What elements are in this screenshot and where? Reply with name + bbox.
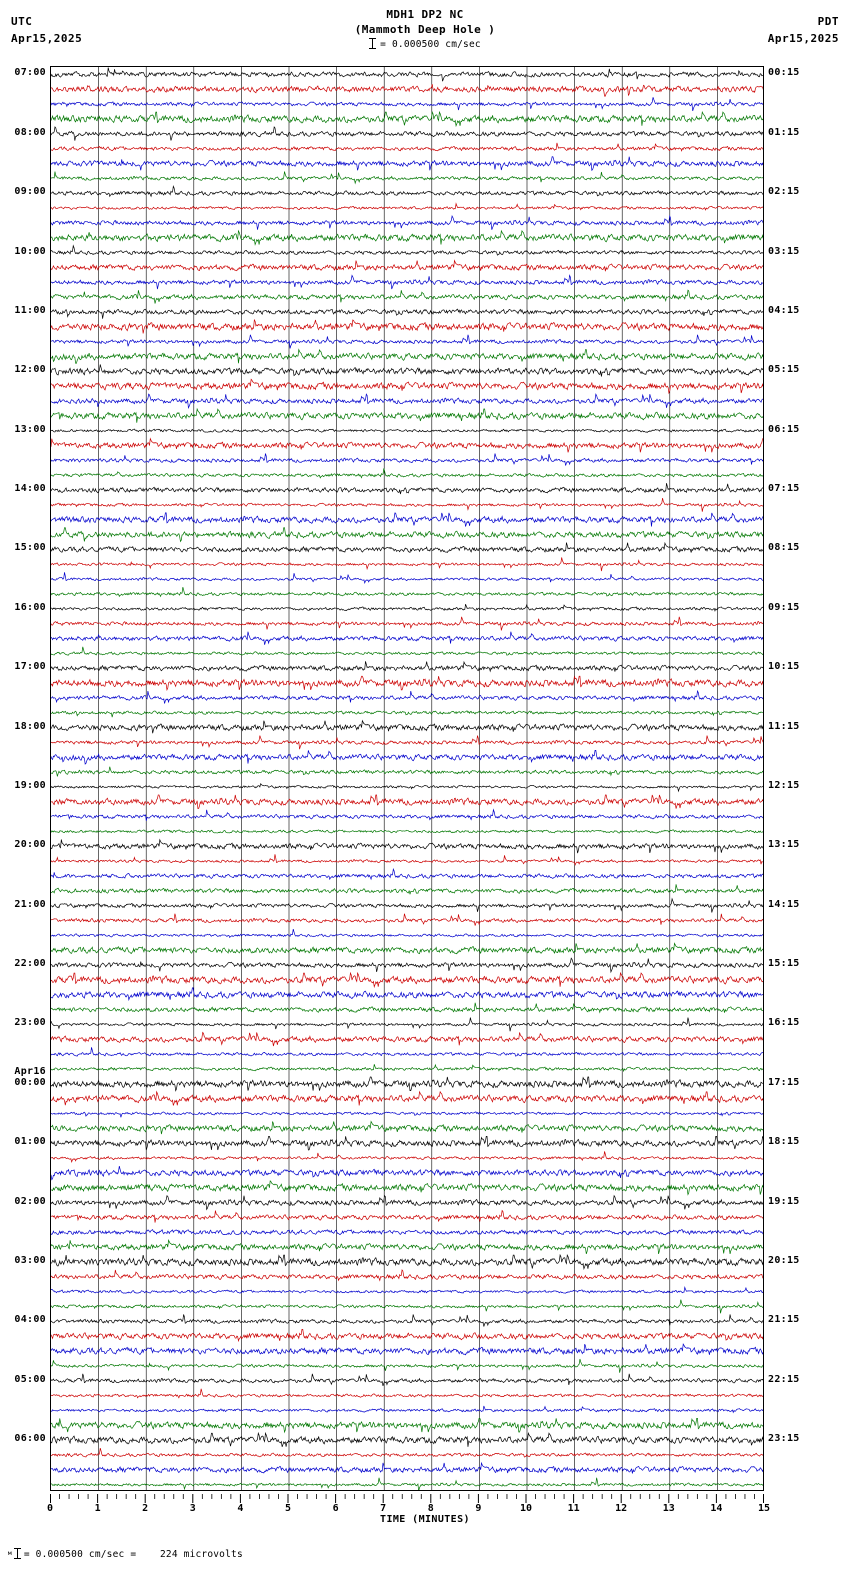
local-hour-label: 20:15: [768, 1254, 800, 1266]
utc-hour-label: 07:00: [14, 67, 46, 79]
local-hour-label: 21:15: [768, 1314, 800, 1326]
local-hour-label: 03:15: [768, 245, 800, 257]
local-hour-label: 16:15: [768, 1017, 800, 1029]
trace-line: [51, 1018, 764, 1032]
utc-hour-label: 04:00: [14, 1314, 46, 1326]
trace-line: [51, 1166, 764, 1180]
local-hour-label: 00:15: [768, 67, 800, 79]
trace-line: [51, 1314, 764, 1326]
trace-line: [51, 513, 764, 527]
header-left-date: Apr15,2025: [11, 32, 83, 45]
trace-line: [51, 973, 764, 987]
trace-line: [51, 854, 764, 865]
utc-hour-label: 02:00: [14, 1195, 46, 1207]
x-tick-label: 7: [380, 1503, 387, 1514]
trace-line: [51, 350, 764, 364]
utc-hour-label: 06:00: [14, 1433, 46, 1445]
trace-line: [51, 543, 764, 553]
trace-line: [51, 1003, 764, 1013]
x-tick-label: 13: [662, 1503, 675, 1514]
trace-line: [51, 929, 764, 937]
utc-hour-label: 18:00: [14, 720, 46, 732]
trace-line: [51, 632, 764, 645]
trace-line: [51, 767, 764, 777]
trace-line: [51, 691, 764, 703]
trace-line: [51, 1389, 764, 1398]
trace-line: [51, 335, 764, 349]
local-hour-label: 06:15: [768, 423, 800, 435]
trace-line: [51, 1112, 764, 1117]
trace-line: [51, 711, 764, 717]
amplitude-scale-note: [0, 38, 850, 50]
trace-line: [51, 483, 764, 494]
trace-line: [51, 468, 764, 477]
trace-line: [51, 439, 764, 453]
trace-line: [51, 261, 764, 272]
trace-line: [51, 557, 764, 571]
trace-line: [51, 1092, 764, 1106]
header-left-timezone: UTC: [11, 15, 33, 28]
x-tick-label: 5: [284, 1503, 292, 1514]
x-tick-label: 9: [475, 1503, 482, 1514]
trace-line: [51, 661, 764, 671]
trace-line: [51, 1064, 764, 1071]
utc-hour-label: 22:00: [14, 958, 46, 970]
trace-line: [51, 1181, 764, 1195]
trace-line: [51, 1478, 764, 1491]
trace-line: [51, 1418, 764, 1432]
local-hour-label: 05:15: [768, 364, 800, 376]
local-hour-label: 12:15: [768, 779, 800, 791]
trace-line: [51, 364, 764, 376]
trace-line: [51, 750, 764, 764]
trace-line: [51, 840, 764, 854]
x-tick-label: 15: [757, 1503, 771, 1514]
x-tick-label: 3: [189, 1503, 196, 1514]
page-subtitle: (Mammoth Deep Hole ): [354, 23, 496, 36]
local-hour-label: 22:15: [768, 1373, 800, 1385]
local-hour-label: 07:15: [768, 483, 800, 495]
footer-note-value: 224 microvolts: [159, 1549, 243, 1560]
local-hour-label: 17:15: [768, 1076, 800, 1088]
trace-line: [51, 454, 764, 466]
trace-line: [51, 721, 764, 734]
trace-line: [51, 914, 764, 926]
x-tick-label: 6: [332, 1503, 339, 1514]
trace-line: [51, 1270, 764, 1280]
utc-hour-label: 20:00: [14, 839, 46, 851]
local-hour-label: 09:15: [768, 601, 800, 613]
local-hour-label: 01:15: [768, 126, 800, 138]
utc-hour-label: 16:00: [14, 601, 46, 613]
trace-line: [51, 988, 764, 1000]
page-title: MDH1 DP2 NC: [386, 8, 464, 21]
header-right-timezone: PDT: [817, 15, 839, 28]
trace-line: [51, 290, 764, 303]
trace-line: [51, 1329, 764, 1341]
trace-line: [51, 899, 764, 913]
trace-line: [51, 958, 764, 972]
x-axis-title: TIME (MINUTES): [380, 1514, 470, 1525]
trace-line: [51, 943, 764, 953]
trace-line: [51, 379, 764, 393]
trace-line: [51, 795, 764, 809]
trace-line: [51, 1196, 764, 1210]
local-hour-label: 18:15: [768, 1136, 800, 1148]
x-tick-label: 12: [615, 1503, 628, 1514]
x-tick-label: 1: [94, 1503, 101, 1514]
utc-hour-label: 15:00: [14, 542, 46, 554]
trace-line: [51, 204, 764, 210]
local-hour-label: 08:15: [768, 542, 800, 554]
utc-hour-label: 00:00: [14, 1076, 46, 1088]
trace-line: [51, 617, 764, 631]
utc-hour-label: 01:00: [14, 1136, 46, 1148]
trace-line: [51, 409, 764, 423]
utc-hour-label: 08:00: [14, 126, 46, 138]
utc-hour-label: 03:00: [14, 1254, 46, 1266]
x-tick-label: 8: [427, 1503, 434, 1514]
trace-line: [51, 1122, 764, 1135]
trace-line: [51, 784, 764, 791]
trace-line: [51, 112, 764, 126]
local-hour-label: 11:15: [768, 720, 800, 732]
trace-line: [51, 429, 764, 432]
trace-line: [51, 830, 764, 833]
utc-hour-label: 09:00: [14, 186, 46, 198]
scale-note-text: = 0.000500 cm/sec: [380, 39, 481, 50]
local-hour-label: 19:15: [768, 1195, 800, 1207]
trace-line: [51, 216, 764, 230]
utc-hour-label: 23:00: [14, 1017, 46, 1029]
local-hour-label: 15:15: [768, 958, 800, 970]
utc-hour-label: 10:00: [14, 245, 46, 257]
trace-line: [51, 1240, 764, 1254]
x-tick-label: 10: [519, 1503, 533, 1514]
trace-line: [51, 1374, 764, 1386]
trace-line: [51, 1047, 764, 1056]
x-axis-ticks: [50, 1494, 764, 1506]
footer-scale-bar-icon: [14, 1548, 21, 1559]
header-right-date: Apr15,2025: [767, 32, 839, 45]
x-tick-label: 11: [567, 1503, 580, 1514]
seismogram-plot: [50, 66, 764, 1491]
utc-hour-label-daychange: Apr16: [14, 1065, 46, 1077]
trace-line: [51, 736, 764, 750]
trace-line: [51, 1359, 764, 1373]
trace-group: [51, 68, 764, 1491]
trace-line: [51, 1433, 764, 1447]
trace-line: [51, 309, 764, 319]
trace-line: [51, 572, 764, 583]
trace-line: [51, 498, 764, 512]
trace-line: [51, 676, 764, 690]
trace-line: [51, 84, 764, 96]
trace-line: [51, 68, 764, 82]
trace-line: [51, 604, 764, 611]
local-hour-label: 13:15: [768, 839, 800, 851]
utc-hour-label: 11:00: [14, 304, 46, 316]
trace-line: [51, 884, 764, 894]
trace-line: [51, 1230, 764, 1235]
trace-line: [51, 231, 764, 245]
local-hour-label: 10:15: [768, 661, 800, 673]
trace-line: [51, 246, 764, 255]
trace-line: [51, 143, 764, 151]
footer-scale-prefix-icon: м: [8, 1550, 12, 1557]
x-tick-label: 4: [237, 1503, 244, 1514]
trace-line: [51, 186, 764, 196]
local-hour-label: 14:15: [768, 898, 800, 910]
utc-hour-label: 05:00: [14, 1373, 46, 1385]
utc-hour-label: 12:00: [14, 364, 46, 376]
trace-line: [51, 320, 764, 333]
trace-line: [51, 528, 764, 542]
utc-hour-label: 19:00: [14, 779, 46, 791]
trace-line: [51, 1287, 764, 1293]
footer-scale-note: [8, 1548, 243, 1560]
x-tick-label: 0: [46, 1503, 54, 1514]
utc-hour-label: 17:00: [14, 661, 46, 673]
x-tick-label: 14: [710, 1503, 723, 1514]
trace-line: [51, 1151, 764, 1161]
seismogram-canvas: [51, 67, 764, 1491]
trace-line: [51, 1406, 764, 1412]
trace-line: [51, 275, 764, 289]
trace-line: [51, 587, 764, 596]
trace-line: [51, 394, 764, 408]
utc-hour-label: 14:00: [14, 483, 46, 495]
x-tick-label: 2: [142, 1503, 149, 1514]
footer-note-prefix: = 0.000500 cm/sec =: [23, 1549, 137, 1560]
trace-line: [51, 810, 764, 821]
trace-line: [51, 1300, 764, 1314]
trace-line: [51, 157, 764, 171]
utc-hour-label: 21:00: [14, 898, 46, 910]
local-hour-label: 04:15: [768, 304, 800, 316]
local-hour-label: 02:15: [768, 186, 800, 198]
trace-line: [51, 97, 764, 111]
trace-line: [51, 1077, 764, 1091]
trace-line: [51, 1032, 764, 1046]
local-hour-label: 23:15: [768, 1433, 800, 1445]
scale-bar-icon: [369, 38, 376, 49]
trace-line: [51, 1211, 764, 1223]
trace-line: [51, 1344, 764, 1355]
utc-hour-label: 13:00: [14, 423, 46, 435]
trace-line: [51, 647, 764, 655]
trace-line: [51, 1136, 764, 1150]
header-title-block: [0, 7, 850, 37]
trace-line: [51, 869, 764, 879]
trace-line: [51, 1463, 764, 1474]
trace-line: [51, 172, 764, 184]
trace-line: [51, 1255, 764, 1269]
trace-line: [51, 127, 764, 141]
trace-line: [51, 1448, 764, 1457]
